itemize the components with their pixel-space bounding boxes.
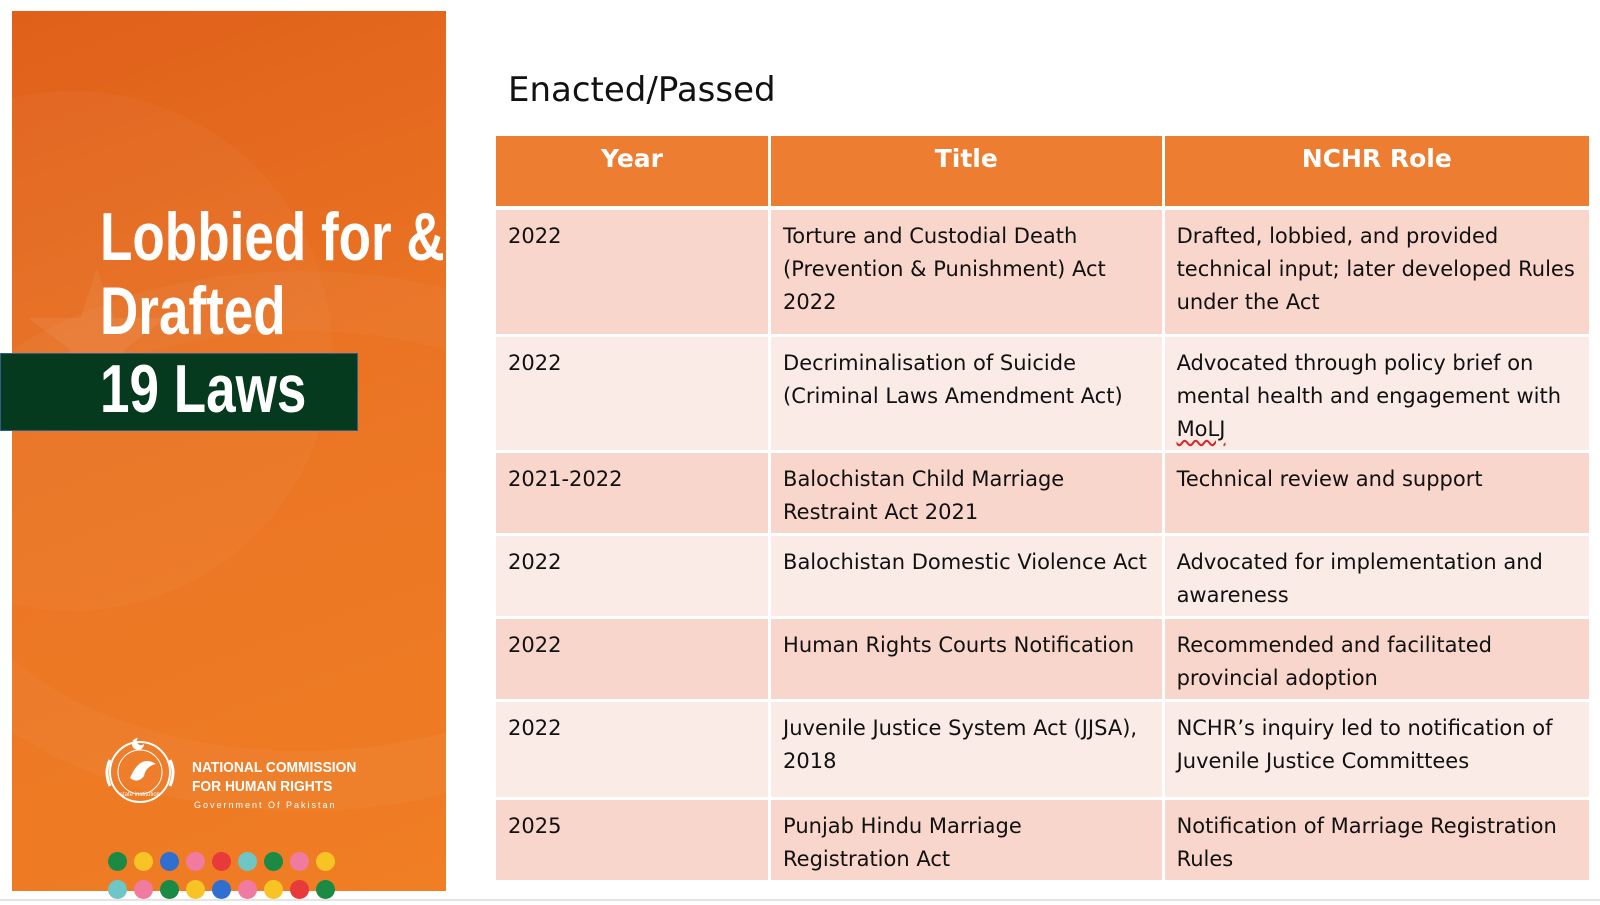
logo-name-line2: FOR HUMAN RIGHTS [192, 778, 333, 795]
panel-heading [100, 200, 445, 348]
cell-title: Torture and Custodial Death (Prevention & Punishment) Act 2022 [770, 208, 1164, 335]
cell-role: NCHR’s inquiry led to notification of Juvenile Justice Committees [1163, 700, 1590, 798]
laws-table [496, 136, 1592, 883]
cell-year: 2021-2022 [496, 451, 770, 534]
cell-role [1163, 335, 1590, 451]
table-row [496, 335, 1591, 451]
decorative-dot [108, 880, 127, 899]
decorative-dot [264, 880, 283, 899]
cell-year: 2022 [496, 208, 770, 335]
logo-subtitle: Government Of Pakistan [194, 800, 337, 810]
logo-name-line1: NATIONAL COMMISSION [192, 759, 357, 776]
svg-text:state institution: state institution [120, 792, 161, 798]
decorative-dot [212, 852, 231, 871]
table-row [496, 617, 1591, 700]
table-row [496, 700, 1591, 798]
decorative-dot [134, 880, 153, 899]
cell-title: Balochistan Domestic Violence Act [770, 534, 1164, 617]
table-row [496, 208, 1591, 335]
decorative-dot [186, 852, 205, 871]
header-title: Title [770, 136, 1164, 208]
cell-role-text: Advocated through policy brief on mental health and engagement with [1176, 350, 1562, 408]
laws-count-label: 19 Laws [100, 351, 307, 427]
panel-heading-line1: Lobbied for & [100, 199, 445, 275]
decorative-dot [316, 852, 335, 871]
cell-year: 2022 [496, 534, 770, 617]
decorative-dots [108, 852, 348, 904]
decorative-dot [186, 880, 205, 899]
cell-role: Technical review and support [1163, 451, 1590, 534]
decorative-dot [290, 852, 309, 871]
table-row [496, 451, 1591, 534]
cell-role: Drafted, lobbied, and provided technical input; later developed Rules under the Act [1163, 208, 1590, 335]
cell-role: Advocated for implementation and awareness [1163, 534, 1590, 617]
decorative-dot [238, 852, 257, 871]
cell-title: Decriminalisation of Suicide (Criminal Laws Amendment Act) [770, 335, 1164, 451]
decorative-dot [264, 852, 283, 871]
table-row [496, 534, 1591, 617]
decorative-dot [134, 852, 153, 871]
decorative-dot [160, 880, 179, 899]
logo-wordmark [192, 758, 356, 796]
cell-title: Human Rights Courts Notification [770, 617, 1164, 700]
cell-title: Juvenile Justice System Act (JJSA), 2018 [770, 700, 1164, 798]
decorative-dot [290, 880, 309, 899]
cell-year: 2022 [496, 700, 770, 798]
cell-title: Balochistan Child Marriage Restraint Act 2021 [770, 451, 1164, 534]
decorative-dot [108, 852, 127, 871]
cell-year: 2022 [496, 617, 770, 700]
cell-year: 2025 [496, 798, 770, 881]
cell-role: Notification of Marriage Registration Rules [1163, 798, 1590, 881]
table-row [496, 798, 1591, 881]
slide-bottom-edge [0, 899, 1600, 901]
decorative-dot [238, 880, 257, 899]
decorative-dot [212, 880, 231, 899]
decorative-dot [160, 852, 179, 871]
cell-year: 2022 [496, 335, 770, 451]
table-header-row [496, 136, 1591, 208]
header-nchr-role: NCHR Role [1163, 136, 1590, 208]
cell-title: Punjab Hindu Marriage Registration Act [770, 798, 1164, 881]
panel-heading-line2: Drafted [100, 273, 286, 349]
section-title: Enacted/Passed [508, 70, 776, 110]
header-year: Year [496, 136, 770, 208]
cell-role: Recommended and facilitated provincial adoption [1163, 617, 1590, 700]
spellcheck-word: MoLJ [1176, 416, 1226, 441]
decorative-dot [316, 880, 335, 899]
